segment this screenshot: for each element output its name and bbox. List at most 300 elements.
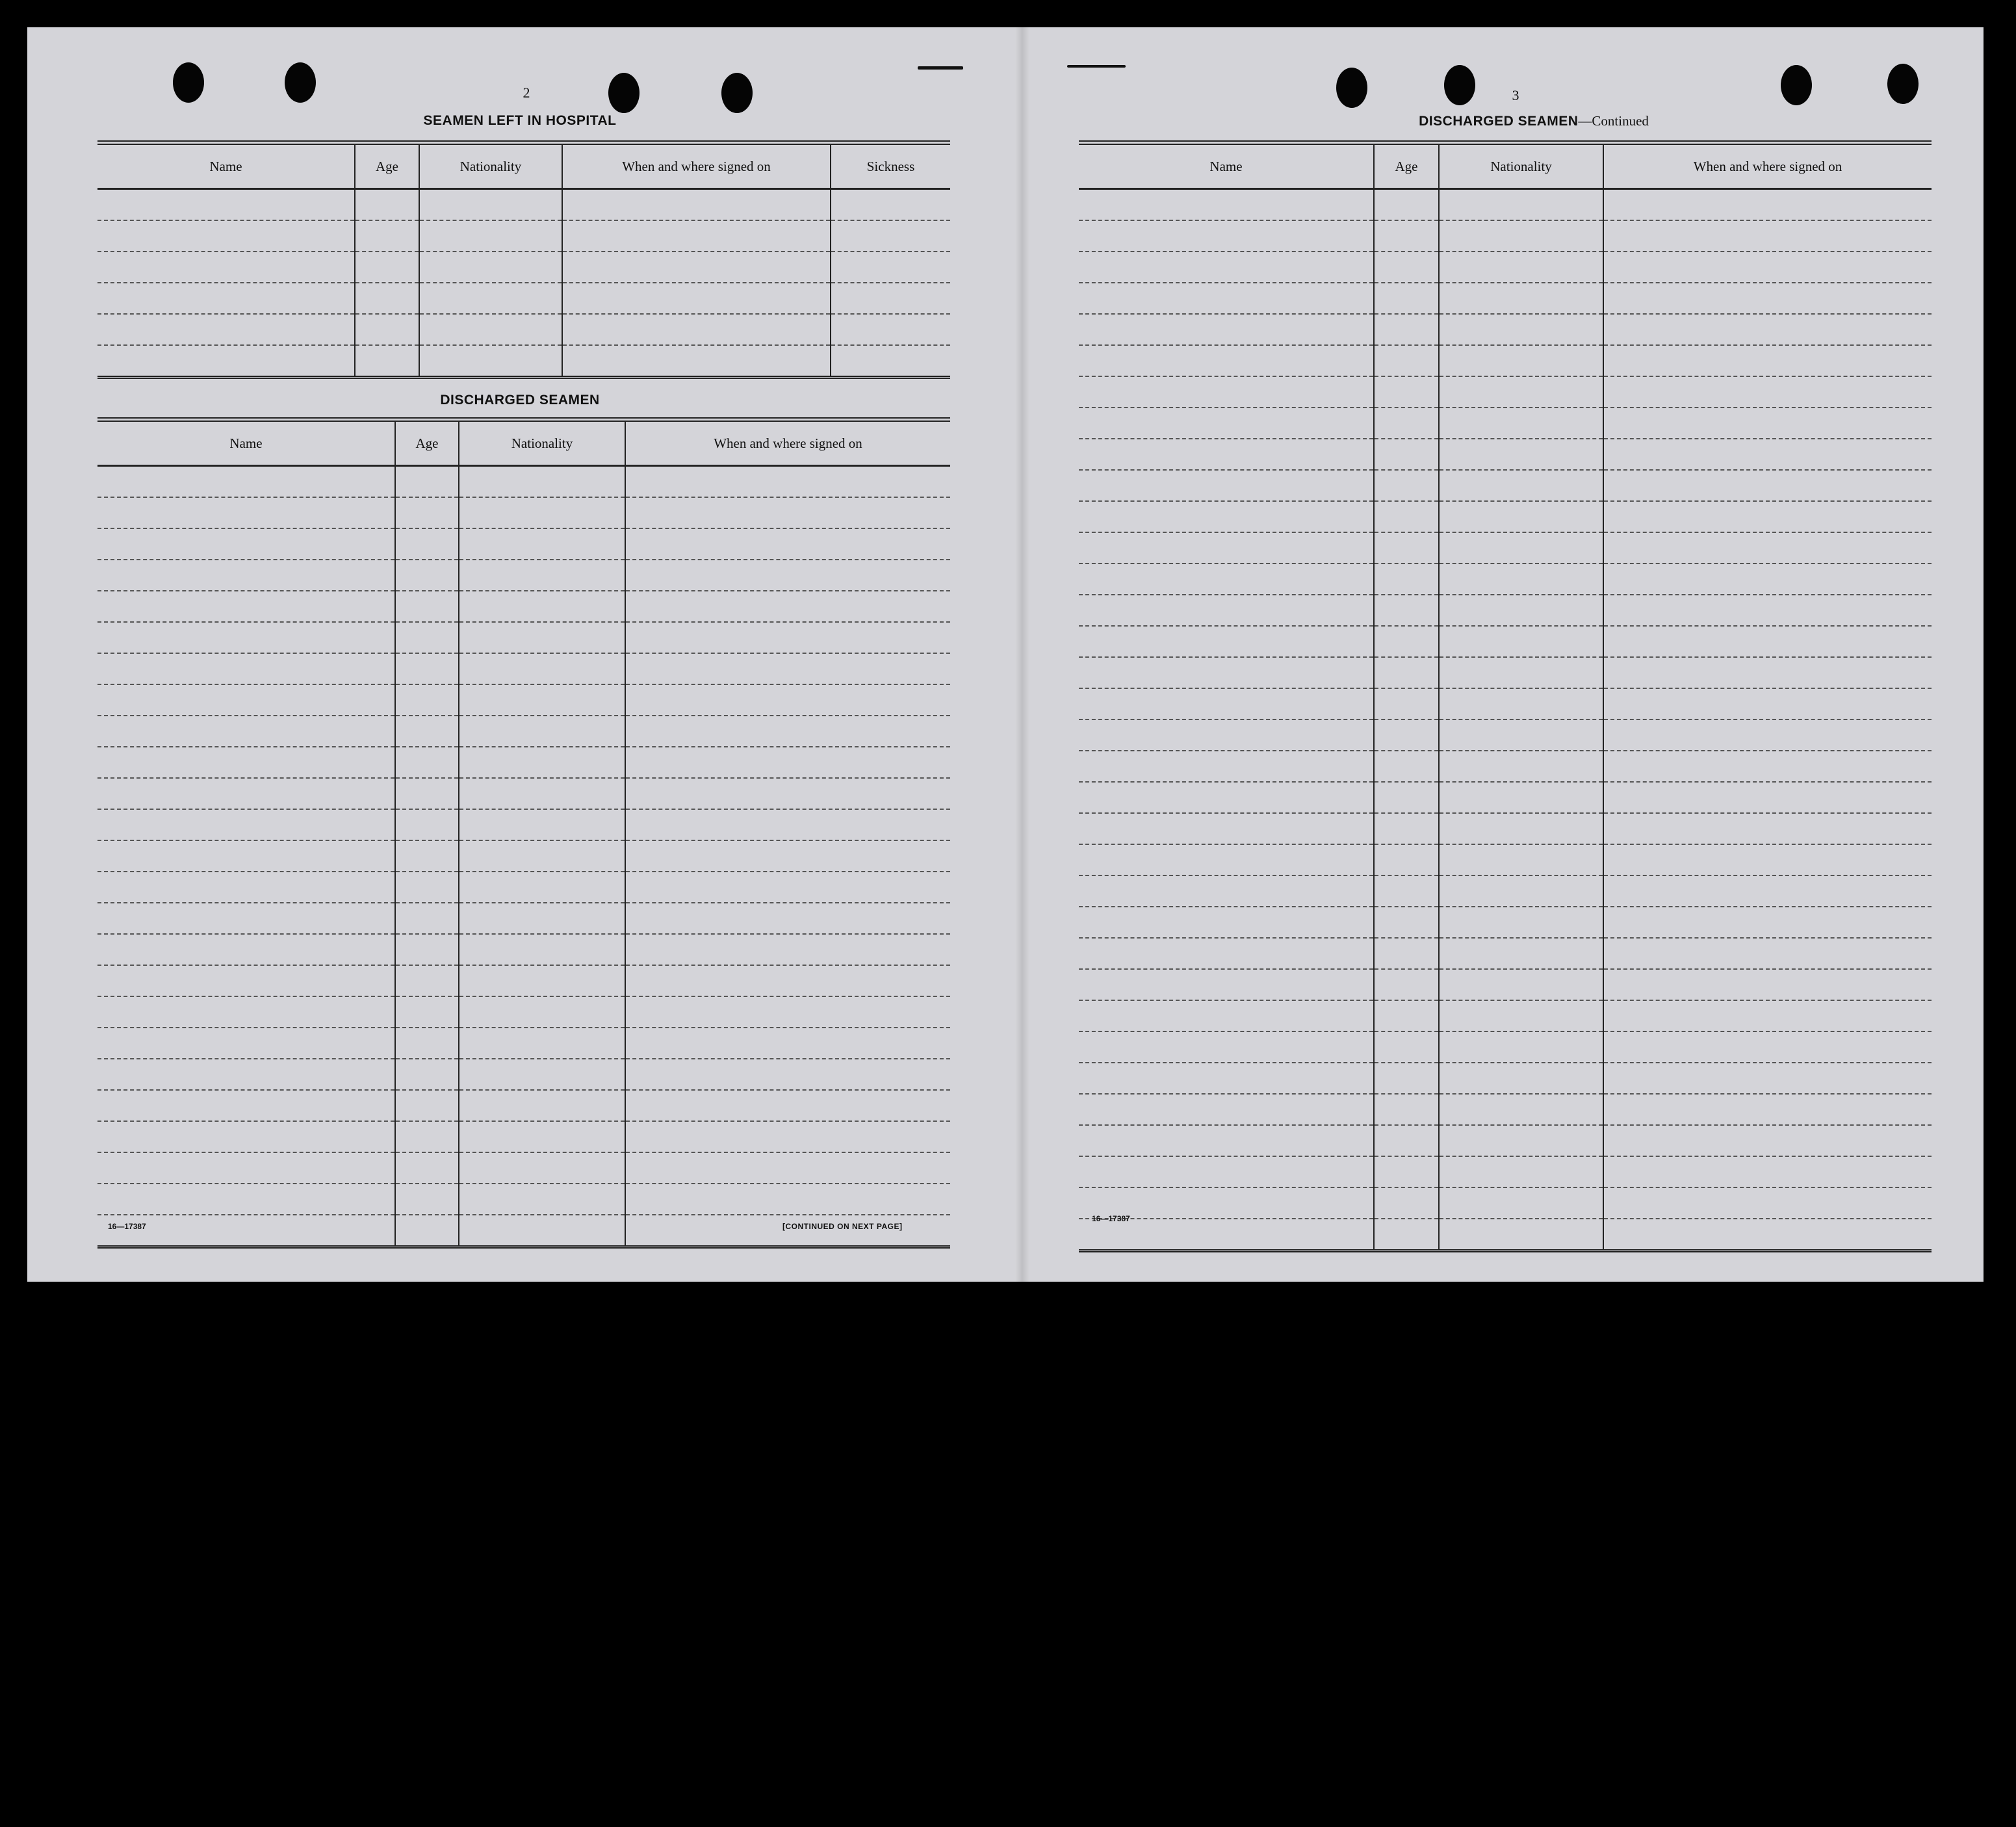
table-row (1079, 470, 1932, 501)
table-cell (625, 1121, 950, 1152)
table-cell (562, 220, 831, 252)
table-row (1079, 252, 1932, 283)
punch-hole (173, 62, 204, 103)
table-cell (831, 252, 950, 283)
ink-smudge (918, 66, 963, 70)
table-row (1079, 1094, 1932, 1125)
table-cell (97, 840, 395, 872)
table-cell (1079, 782, 1374, 813)
punch-hole (285, 62, 316, 103)
table-cell (395, 747, 459, 778)
table-cell (625, 778, 950, 809)
table-cell (1374, 314, 1439, 345)
table-row (1079, 564, 1932, 595)
table-row (1079, 189, 1932, 221)
table-cell (1374, 470, 1439, 501)
table-cell (1374, 938, 1439, 969)
table-cell (1603, 345, 1932, 376)
table-cell (97, 345, 355, 378)
table-row (1079, 1031, 1932, 1063)
table-cell (625, 965, 950, 996)
table-cell (1439, 345, 1603, 376)
table-row (1079, 688, 1932, 719)
table-cell (1603, 376, 1932, 408)
table-cell (831, 220, 950, 252)
table-cell (1439, 314, 1603, 345)
table-row (1079, 813, 1932, 844)
table-cell (97, 965, 395, 996)
column-header-name: Name (1079, 143, 1374, 189)
table-cell (97, 1121, 395, 1152)
table-cell (1374, 595, 1439, 626)
table-cell (1439, 283, 1603, 314)
table-cell (355, 345, 419, 378)
table-cell (1079, 1000, 1374, 1031)
table-cell (1603, 782, 1932, 813)
table-cell (1079, 408, 1374, 439)
table-cell (1603, 907, 1932, 938)
table-cell (1603, 1063, 1932, 1094)
column-header-signed-on: When and where signed on (625, 420, 950, 466)
table-cell (562, 314, 831, 345)
table-cell (625, 497, 950, 528)
table-cell (97, 189, 355, 221)
table-cell (625, 1059, 950, 1090)
table-cell (97, 996, 395, 1028)
table-row (1079, 719, 1932, 751)
table-cell (1374, 907, 1439, 938)
table-cell (395, 653, 459, 684)
table-row (1079, 1125, 1932, 1156)
table-cell (1439, 844, 1603, 875)
table-cell (395, 684, 459, 716)
column-header-nationality: Nationality (1439, 143, 1603, 189)
table-cell (459, 903, 625, 934)
table-cell (1374, 688, 1439, 719)
table-cell (97, 872, 395, 903)
table-cell (459, 560, 625, 591)
table-cell (1439, 782, 1603, 813)
table-cell (1439, 470, 1603, 501)
table-cell (1374, 1156, 1439, 1187)
table-cell (1374, 875, 1439, 907)
table-cell (355, 283, 419, 314)
table-cell (1079, 1219, 1374, 1251)
table-row (97, 872, 950, 903)
table-row (97, 653, 950, 684)
table-cell (459, 872, 625, 903)
continued-section-title (1079, 113, 1989, 129)
table-cell (831, 283, 950, 314)
table-cell (1603, 314, 1932, 345)
table-row (97, 1028, 950, 1059)
table-cell (1079, 751, 1374, 782)
table-cell (1603, 501, 1932, 532)
column-header-name: Name (97, 420, 395, 466)
table-row (97, 528, 950, 560)
table-cell (1079, 189, 1374, 221)
table-cell (1439, 189, 1603, 221)
hospital-table (97, 140, 950, 379)
table-cell (1374, 408, 1439, 439)
table-cell (1603, 1094, 1932, 1125)
table-row (1079, 1000, 1932, 1031)
table-cell (1374, 1187, 1439, 1219)
table-cell (97, 314, 355, 345)
table-cell (459, 1152, 625, 1184)
table-cell (395, 872, 459, 903)
table-cell (459, 466, 625, 498)
table-cell (1374, 532, 1439, 564)
table-row (97, 466, 950, 498)
table-cell (625, 1184, 950, 1215)
table-cell (395, 591, 459, 622)
table-cell (1603, 813, 1932, 844)
table-cell (419, 189, 562, 221)
form-number-left: 16—17387 (108, 1222, 146, 1231)
table-row (97, 497, 950, 528)
table-row (1079, 314, 1932, 345)
table-row (97, 903, 950, 934)
table-cell (97, 747, 395, 778)
table-row (1079, 283, 1932, 314)
table-cell (1079, 439, 1374, 470)
table-cell (1079, 1094, 1374, 1125)
table-row (1079, 1156, 1932, 1187)
continued-rows (1079, 189, 1932, 1251)
table-cell (459, 934, 625, 965)
table-cell (97, 934, 395, 965)
table-cell (459, 716, 625, 747)
table-row (97, 189, 950, 221)
hospital-rows (97, 189, 950, 378)
table-cell (1374, 1125, 1439, 1156)
table-cell (1603, 1125, 1932, 1156)
continued-title-main: DISCHARGED SEAMEN (1419, 114, 1579, 129)
table-cell (459, 996, 625, 1028)
table-cell (459, 1028, 625, 1059)
table-cell (1603, 532, 1932, 564)
table-row (97, 934, 950, 965)
table-cell (1603, 189, 1932, 221)
column-header-age: Age (355, 143, 419, 189)
table-cell (1439, 1187, 1603, 1219)
table-cell (1603, 938, 1932, 969)
table-cell (1079, 501, 1374, 532)
table-cell (1439, 376, 1603, 408)
column-header-name: Name (97, 143, 355, 189)
table-cell (459, 1059, 625, 1090)
table-cell (459, 1121, 625, 1152)
table-cell (97, 778, 395, 809)
table-cell (1374, 376, 1439, 408)
table-cell (1374, 751, 1439, 782)
table-row (97, 996, 950, 1028)
column-header-age: Age (395, 420, 459, 466)
table-cell (1079, 657, 1374, 688)
table-cell (459, 965, 625, 996)
column-header-signed-on: When and where signed on (562, 143, 831, 189)
table-cell (1079, 875, 1374, 907)
table-row (97, 560, 950, 591)
table-cell (625, 560, 950, 591)
table-cell (355, 252, 419, 283)
table-cell (1603, 688, 1932, 719)
table-cell (395, 560, 459, 591)
table-row (97, 716, 950, 747)
table-cell (625, 1152, 950, 1184)
table-cell (1374, 501, 1439, 532)
table-row (1079, 376, 1932, 408)
table-cell (459, 497, 625, 528)
table-cell (1603, 844, 1932, 875)
table-cell (625, 1028, 950, 1059)
table-row (1079, 1187, 1932, 1219)
table-row (1079, 657, 1932, 688)
table-cell (1603, 751, 1932, 782)
table-cell (1374, 1031, 1439, 1063)
table-cell (459, 1215, 625, 1247)
table-cell (1374, 189, 1439, 221)
table-cell (459, 747, 625, 778)
table-cell (1374, 252, 1439, 283)
table-cell (1079, 969, 1374, 1000)
table-cell (1374, 1063, 1439, 1094)
table-cell (395, 996, 459, 1028)
table-cell (1374, 719, 1439, 751)
table-cell (97, 653, 395, 684)
table-cell (1079, 532, 1374, 564)
table-row (97, 1121, 950, 1152)
table-row (97, 314, 950, 345)
table-cell (1079, 595, 1374, 626)
table-cell (419, 220, 562, 252)
table-row (97, 1090, 950, 1121)
table-cell (97, 252, 355, 283)
table-cell (97, 903, 395, 934)
table-cell (97, 1059, 395, 1090)
discharged-section-title: DISCHARGED SEAMEN (440, 393, 600, 408)
punch-hole (1887, 64, 1919, 104)
page-number-left: 2 (523, 84, 530, 101)
punch-hole (721, 73, 753, 113)
table-cell (459, 591, 625, 622)
continued-note: [CONTINUED ON NEXT PAGE] (782, 1222, 903, 1231)
table-cell (1603, 564, 1932, 595)
table-cell (1079, 1125, 1374, 1156)
table-cell (1603, 595, 1932, 626)
table-row (97, 283, 950, 314)
table-cell (1439, 751, 1603, 782)
table-cell (1079, 907, 1374, 938)
table-cell (1374, 782, 1439, 813)
table-cell (1603, 1219, 1932, 1251)
table-cell (1079, 844, 1374, 875)
discharged-rows (97, 466, 950, 1247)
table-cell (1079, 626, 1374, 657)
table-cell (1603, 969, 1932, 1000)
table-cell (625, 528, 950, 560)
table-cell (1079, 719, 1374, 751)
table-cell (831, 314, 950, 345)
table-cell (395, 1090, 459, 1121)
table-row (1079, 595, 1932, 626)
table-cell (1079, 314, 1374, 345)
table-cell (1439, 220, 1603, 252)
table-cell (625, 1090, 950, 1121)
table-cell (1374, 1000, 1439, 1031)
table-cell (1439, 439, 1603, 470)
punch-hole (608, 73, 640, 113)
table-cell (1079, 376, 1374, 408)
table-cell (459, 778, 625, 809)
table-cell (1079, 688, 1374, 719)
table-cell (625, 653, 950, 684)
table-cell (97, 684, 395, 716)
table-cell (97, 622, 395, 653)
table-cell (1439, 1219, 1603, 1251)
table-row (1079, 345, 1932, 376)
table-cell (1439, 907, 1603, 938)
table-cell (625, 684, 950, 716)
table-cell (1439, 1031, 1603, 1063)
table-cell (459, 1090, 625, 1121)
table-cell (1603, 719, 1932, 751)
table-row (97, 591, 950, 622)
table-cell (1603, 1156, 1932, 1187)
table-cell (395, 528, 459, 560)
column-header-nationality: Nationality (419, 143, 562, 189)
table-cell (97, 716, 395, 747)
table-cell (395, 840, 459, 872)
table-cell (1603, 1187, 1932, 1219)
table-cell (355, 189, 419, 221)
table-cell (1079, 252, 1374, 283)
table-cell (1079, 813, 1374, 844)
table-cell (395, 1028, 459, 1059)
table-cell (355, 314, 419, 345)
table-cell (1439, 626, 1603, 657)
table-row (1079, 220, 1932, 252)
table-cell (1603, 875, 1932, 907)
table-cell (97, 1028, 395, 1059)
table-row (1079, 938, 1932, 969)
table-cell (395, 1121, 459, 1152)
table-cell (625, 466, 950, 498)
table-cell (625, 747, 950, 778)
table-cell (97, 809, 395, 840)
table-row (97, 840, 950, 872)
punch-hole (1781, 65, 1812, 105)
table-cell (1079, 1156, 1374, 1187)
table-cell (831, 345, 950, 378)
table-cell (1079, 564, 1374, 595)
table-cell (625, 996, 950, 1028)
continued-title-suffix: —Continued (1578, 113, 1649, 129)
table-cell (395, 1184, 459, 1215)
table-cell (1439, 719, 1603, 751)
table-cell (1079, 1031, 1374, 1063)
table-cell (1439, 532, 1603, 564)
table-cell (1439, 1094, 1603, 1125)
table-row (1079, 439, 1932, 470)
table-cell (459, 840, 625, 872)
table-cell (459, 622, 625, 653)
table-cell (459, 809, 625, 840)
table-cell (625, 716, 950, 747)
table-cell (1439, 501, 1603, 532)
table-cell (395, 497, 459, 528)
table-cell (97, 466, 395, 498)
table-row (97, 345, 950, 378)
table-row (1079, 969, 1932, 1000)
column-header-age: Age (1374, 143, 1439, 189)
table-cell (562, 189, 831, 221)
table-cell (625, 591, 950, 622)
table-row (97, 1059, 950, 1090)
table-cell (625, 872, 950, 903)
table-cell (1439, 657, 1603, 688)
table-cell (97, 560, 395, 591)
table-row (97, 747, 950, 778)
table-row (97, 252, 950, 283)
table-row (1079, 408, 1932, 439)
table-cell (459, 528, 625, 560)
table-cell (97, 1184, 395, 1215)
table-cell (459, 1184, 625, 1215)
table-row (97, 622, 950, 653)
table-cell (1603, 252, 1932, 283)
table-cell (1439, 1156, 1603, 1187)
table-cell (1603, 408, 1932, 439)
hospital-section-title: SEAMEN LEFT IN HOSPITAL (423, 113, 617, 128)
table-cell (1439, 688, 1603, 719)
table-cell (1374, 657, 1439, 688)
table-cell (1374, 439, 1439, 470)
table-cell (395, 965, 459, 996)
table-row (1079, 875, 1932, 907)
table-cell (1079, 470, 1374, 501)
table-cell (459, 684, 625, 716)
table-cell (1079, 283, 1374, 314)
table-cell (395, 1059, 459, 1090)
table-cell (1439, 408, 1603, 439)
table-cell (395, 903, 459, 934)
table-cell (562, 283, 831, 314)
document-spread (27, 27, 1984, 1282)
table-cell (1079, 345, 1374, 376)
table-cell (97, 528, 395, 560)
table-cell (1079, 220, 1374, 252)
table-cell (1439, 1063, 1603, 1094)
table-row (1079, 501, 1932, 532)
table-cell (1374, 564, 1439, 595)
page-number-right: 3 (1512, 87, 1519, 103)
discharged-table (97, 417, 950, 1249)
table-cell (625, 840, 950, 872)
table-cell (1439, 938, 1603, 969)
table-row (97, 778, 950, 809)
table-cell (1439, 252, 1603, 283)
table-row (97, 684, 950, 716)
table-cell (395, 778, 459, 809)
table-cell (97, 1152, 395, 1184)
table-cell (1603, 439, 1932, 470)
table-cell (562, 252, 831, 283)
table-cell (1079, 1063, 1374, 1094)
page-fold (1015, 27, 1029, 1282)
table-cell (1439, 1000, 1603, 1031)
